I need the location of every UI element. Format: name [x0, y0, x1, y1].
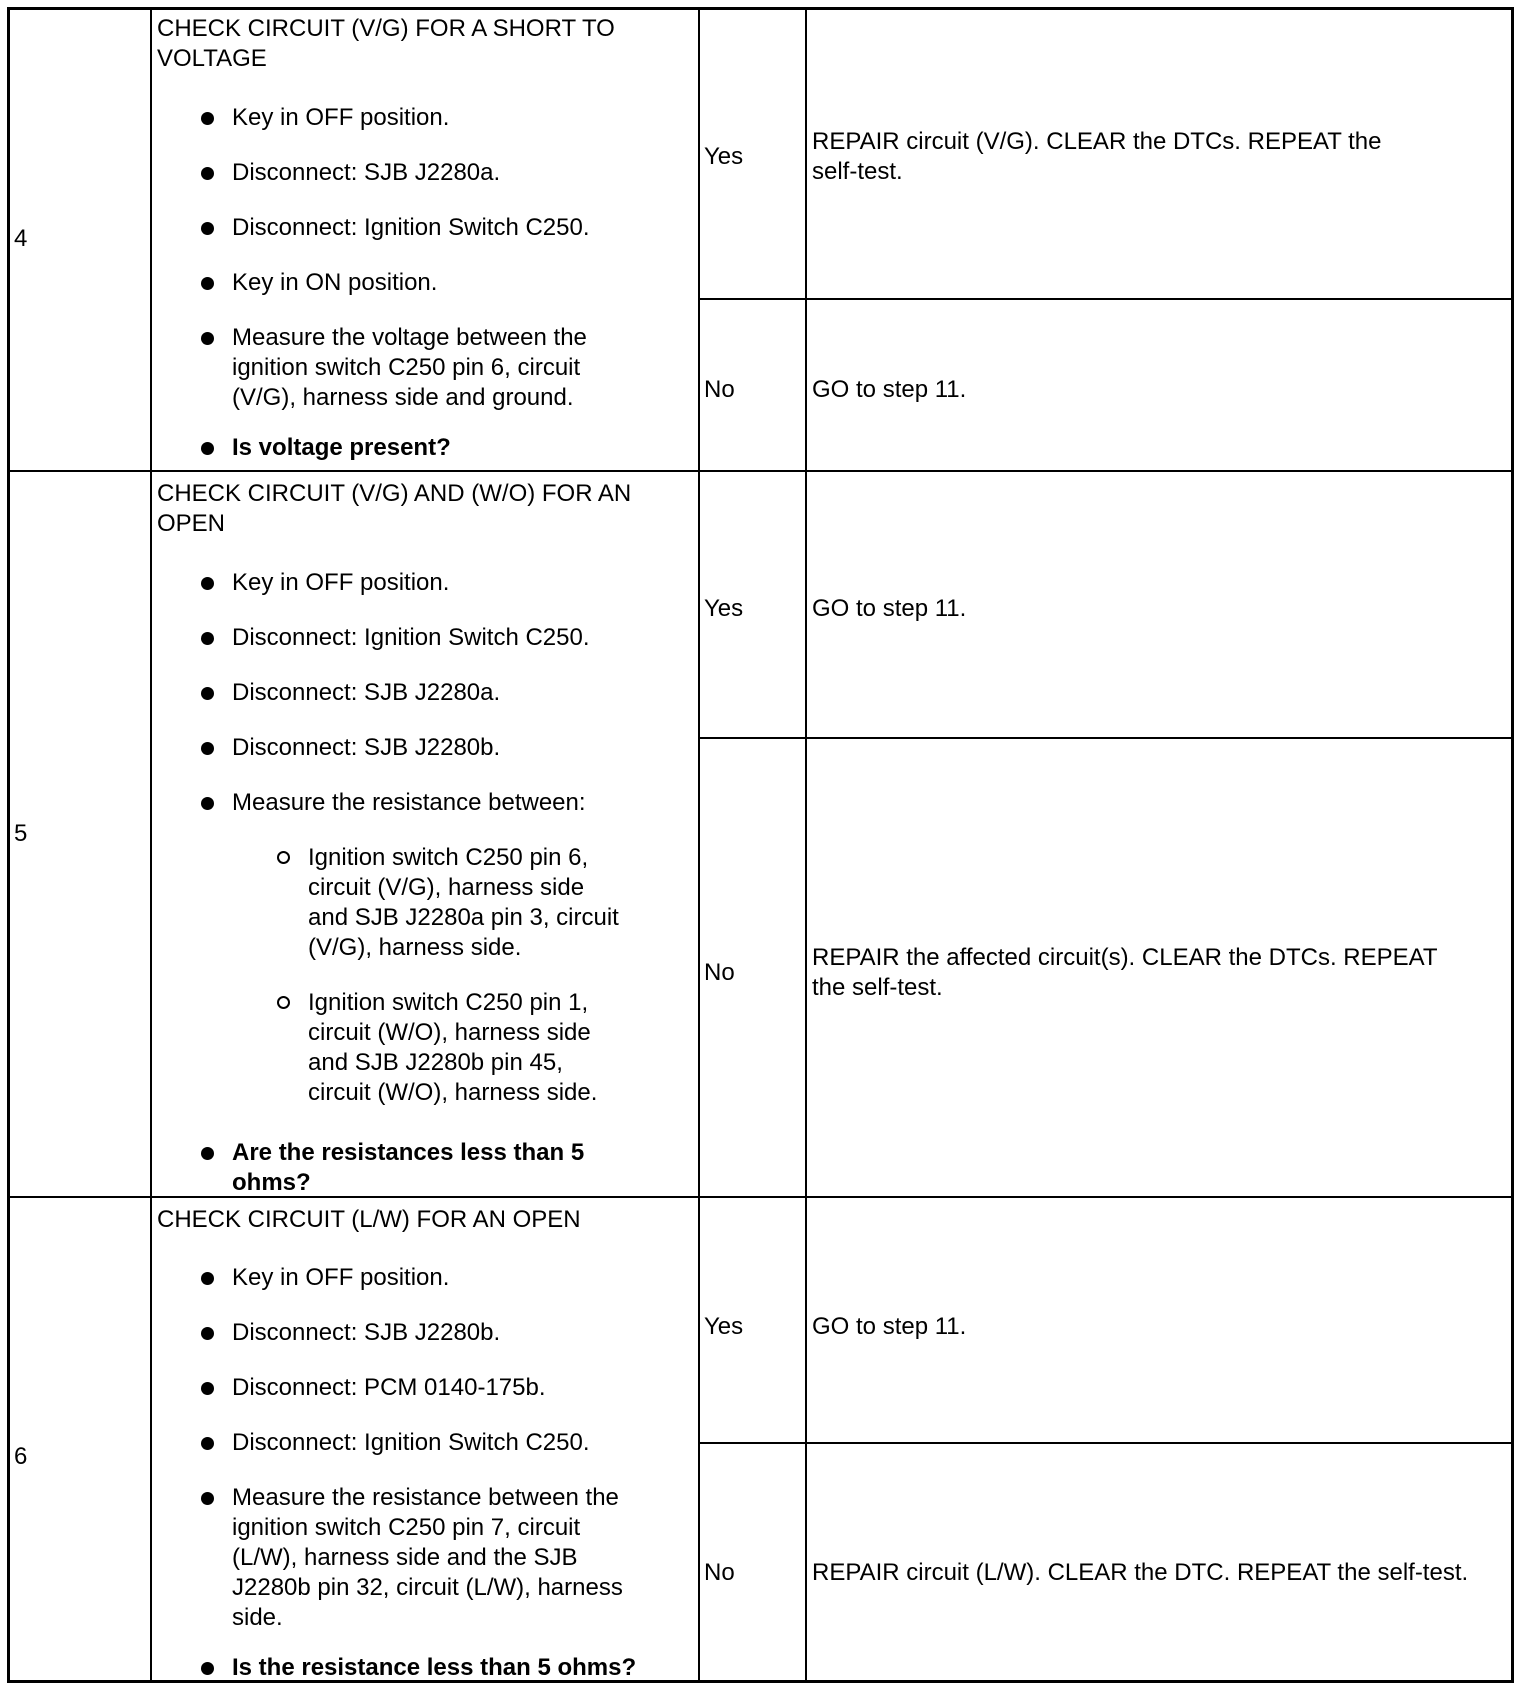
- result-divider: [698, 298, 1511, 300]
- step-subinstruction: Ignition switch C250 pin 1, circuit (W/O), harness side and SJB J2280b pin 45, circuit (W/O), harness side.: [308, 989, 598, 1106]
- sub-bullet-icon: [277, 996, 290, 1009]
- step-number: 6: [14, 1443, 28, 1470]
- step-instruction: Disconnect: Ignition Switch C250.: [232, 214, 590, 241]
- row-divider: [10, 470, 1511, 472]
- sub-bullet-icon: [277, 851, 290, 864]
- bullet-icon: [201, 1382, 214, 1395]
- step-instruction: Measure the resistance between:: [232, 789, 586, 816]
- bullet-icon: [201, 442, 214, 455]
- column-divider: [805, 10, 807, 1680]
- step-instruction: Disconnect: PCM 0140-175b.: [232, 1374, 546, 1401]
- bullet-icon: [201, 222, 214, 235]
- bullet-icon: [201, 167, 214, 180]
- step-instruction: Key in ON position.: [232, 269, 438, 296]
- step-instruction: Disconnect: SJB J2280b.: [232, 734, 501, 761]
- step-number: 5: [14, 820, 28, 847]
- bullet-icon: [201, 1147, 214, 1160]
- yes-result: GO to step 11.: [812, 595, 967, 622]
- step-question: Are the resistances less than 5 ohms?: [232, 1139, 585, 1196]
- yes-label: Yes: [704, 1313, 744, 1340]
- yes-result: REPAIR circuit (V/G). CLEAR the DTCs. REPEAT the self-test.: [812, 128, 1382, 185]
- bullet-icon: [201, 1437, 214, 1450]
- step-instruction: Measure the resistance between the ignition switch C250 pin 7, circuit (L/W), harness side and the SJB J2280b pin 32, circuit (L/W), harness side.: [232, 1484, 623, 1631]
- bullet-icon: [201, 1662, 214, 1675]
- bullet-icon: [201, 797, 214, 810]
- step-instruction: Disconnect: SJB J2280b.: [232, 1319, 501, 1346]
- result-divider: [698, 737, 1511, 739]
- result-divider: [698, 1442, 1511, 1444]
- step-instruction: Disconnect: SJB J2280a.: [232, 159, 501, 186]
- column-divider: [150, 10, 152, 1680]
- no-label: No: [704, 1559, 735, 1586]
- step-question: Is voltage present?: [232, 434, 451, 461]
- step-instruction: Key in OFF position.: [232, 1264, 450, 1291]
- no-label: No: [704, 959, 735, 986]
- yes-result: GO to step 11.: [812, 1313, 967, 1340]
- bullet-icon: [201, 277, 214, 290]
- bullet-icon: [201, 577, 214, 590]
- step-subinstruction: Ignition switch C250 pin 6, circuit (V/G), harness side and SJB J2280a pin 3, circuit (V/G), harness side.: [308, 844, 619, 961]
- bullet-icon: [201, 1327, 214, 1340]
- bullet-icon: [201, 1492, 214, 1505]
- step-instruction: Disconnect: Ignition Switch C250.: [232, 1429, 590, 1456]
- yes-label: Yes: [704, 595, 744, 622]
- column-divider: [698, 10, 700, 1680]
- bullet-icon: [201, 332, 214, 345]
- step-number: 4: [14, 225, 28, 252]
- yes-label: Yes: [704, 143, 744, 170]
- no-result: REPAIR circuit (L/W). CLEAR the DTC. REPEAT the self-test.: [812, 1559, 1469, 1586]
- step-instruction: Key in OFF position.: [232, 104, 450, 131]
- no-label: No: [704, 376, 735, 403]
- bullet-icon: [201, 1272, 214, 1285]
- step-instruction: Disconnect: Ignition Switch C250.: [232, 624, 590, 651]
- bullet-icon: [201, 742, 214, 755]
- step-instruction: Key in OFF position.: [232, 569, 450, 596]
- step-instruction: Disconnect: SJB J2280a.: [232, 679, 501, 706]
- no-result: REPAIR the affected circuit(s). CLEAR the DTCs. REPEAT the self-test.: [812, 944, 1438, 1001]
- bullet-icon: [201, 687, 214, 700]
- step-title: CHECK CIRCUIT (V/G) AND (W/O) FOR AN OPEN: [157, 480, 632, 537]
- step-title: CHECK CIRCUIT (L/W) FOR AN OPEN: [157, 1206, 581, 1233]
- step-question: Is the resistance less than 5 ohms?: [232, 1654, 637, 1681]
- step-title: CHECK CIRCUIT (V/G) FOR A SHORT TO VOLTAGE: [157, 15, 615, 72]
- bullet-icon: [201, 112, 214, 125]
- step-instruction: Measure the voltage between the ignition switch C250 pin 6, circuit (V/G), harness side and ground.: [232, 324, 587, 411]
- bullet-icon: [201, 632, 214, 645]
- diagnostic-table: [7, 7, 1514, 1683]
- no-result: GO to step 11.: [812, 376, 967, 403]
